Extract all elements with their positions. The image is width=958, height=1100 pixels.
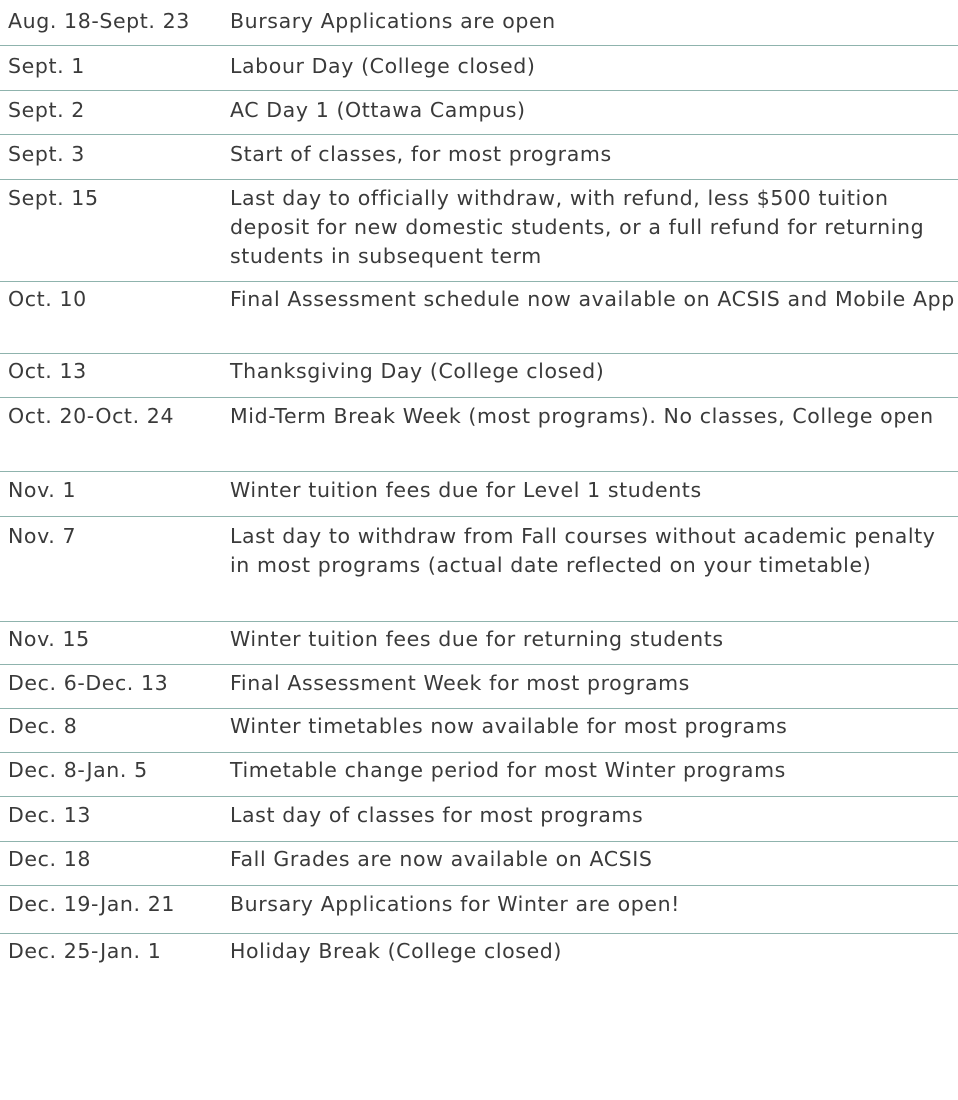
event-cell: Labour Day (College closed) [230, 54, 536, 78]
date-cell: Dec. 8-Jan. 5 [8, 758, 148, 782]
table-row [0, 842, 958, 886]
table-row [0, 622, 958, 665]
event-cell: Last day of classes for most programs [230, 803, 644, 827]
date-cell: Dec. 13 [8, 803, 91, 827]
event-cell: Fall Grades are now available on ACSIS [230, 847, 653, 871]
table-row [0, 398, 958, 472]
table-row [0, 0, 958, 46]
event-cell: Holiday Break (College closed) [230, 939, 562, 963]
date-cell: Sept. 2 [8, 98, 85, 122]
table-row [0, 886, 958, 934]
table-row [0, 709, 958, 753]
date-cell: Dec. 25-Jan. 1 [8, 939, 162, 963]
table-row [0, 135, 958, 180]
date-cell: Sept. 15 [8, 186, 99, 210]
date-cell: Dec. 18 [8, 847, 91, 871]
table-row [0, 753, 958, 797]
event-cell: Bursary Applications are open [230, 9, 556, 33]
date-cell: Nov. 7 [8, 524, 77, 548]
date-cell: Oct. 10 [8, 287, 87, 311]
event-cell: Thanksgiving Day (College closed) [230, 359, 605, 383]
date-cell: Dec. 6-Dec. 13 [8, 671, 169, 695]
event-cell: Final Assessment Week for most programs [230, 671, 690, 695]
date-cell: Oct. 20-Oct. 24 [8, 404, 175, 428]
event-cell: Winter tuition fees due for Level 1 students [230, 478, 702, 502]
event-cell: Final Assessment schedule now available on ACSIS and Mobile App [230, 287, 955, 311]
date-cell: Oct. 13 [8, 359, 87, 383]
event-cell: Bursary Applications for Winter are open! [230, 892, 680, 916]
date-cell: Nov. 1 [8, 478, 77, 502]
table-row [0, 665, 958, 709]
date-cell: Aug. 18-Sept. 23 [8, 9, 190, 33]
table-row [0, 934, 958, 980]
table-row [0, 91, 958, 135]
date-cell: Nov. 15 [8, 627, 90, 651]
event-cell: Winter timetables now available for most programs [230, 714, 788, 738]
event-cell: Last day to withdraw from Fall courses without academic penalty in most programs (actual date reflected on your timetable) [230, 524, 936, 577]
event-cell: AC Day 1 (Ottawa Campus) [230, 98, 526, 122]
table-row [0, 354, 958, 398]
event-cell: Last day to officially withdraw, with refund, less $500 tuition deposit for new domestic students, or a full refund for returning students in subsequent term [230, 186, 925, 268]
table-row [0, 180, 958, 282]
table-row [0, 282, 958, 354]
table-row [0, 517, 958, 622]
event-cell: Timetable change period for most Winter programs [230, 758, 786, 782]
event-cell: Start of classes, for most programs [230, 142, 612, 166]
table-row [0, 797, 958, 842]
date-cell: Dec. 8 [8, 714, 78, 738]
table-row [0, 46, 958, 91]
date-cell: Sept. 3 [8, 142, 85, 166]
event-cell: Mid-Term Break Week (most programs). No classes, College open [230, 404, 934, 428]
date-cell: Sept. 1 [8, 54, 85, 78]
table-row [0, 472, 958, 517]
event-cell: Winter tuition fees due for returning students [230, 627, 724, 651]
date-cell: Dec. 19-Jan. 21 [8, 892, 176, 916]
